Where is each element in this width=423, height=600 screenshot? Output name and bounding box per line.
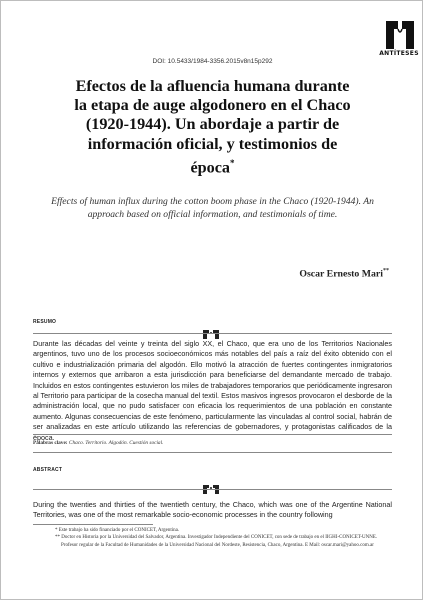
- divider: [33, 452, 392, 453]
- divider: [33, 333, 392, 334]
- resumo-text: Durante las décadas del veinte y treinta del siglo XX, el Chaco, que era uno de los Territorios Nacionales argentinos, tuvo uno de los procesos socioeconómicos más notables del país a raíz del éxito obtenido con el cultivo e industrialización primaria del algodón. Ello motivó la atracción de fuertes contingentes inmigratorios internos y externos que arribaron a esta jurisdicción para beneficiarse del demandante mercado de trabajo. Incluidos en estos contingentes estuvieron los miles de trabajadores temporarios que periódicamente ingresaron al Territorio para participar de la cosecha manual del textil. Estos masivos ingresos provocaron el desborde de la administración local, que no pudo satisfacer con eficacia los requerimientos de una población en constante aumento. Algunas consecuencias de este fenómeno, particularmente las vinculadas al control social, habrán de ser analizadas en este artículo utilizando las referencias de gobernadores, y protagonistas calificados de la época.: [33, 339, 392, 442]
- author-footnote-mark[interactable]: **: [383, 268, 389, 274]
- keywords: [33, 440, 392, 446]
- author-name: Oscar Ernesto Mari: [299, 268, 383, 280]
- title-line: información oficial, y testimonios de: [87, 134, 338, 153]
- divider: [33, 489, 392, 490]
- footnote: * Este trabajo ha sido financiado por el CONICET, Argentina.: [55, 528, 180, 533]
- title-line: la etapa de auge algodonero en el Chaco: [74, 96, 351, 115]
- author: [299, 268, 389, 279]
- title-footnote-mark[interactable]: *: [230, 157, 235, 168]
- doi[interactable]: DOI: 10.5433/1984-3356.2015v8n15p292: [152, 58, 273, 65]
- keywords-label: Palabras clave:: [33, 440, 68, 446]
- journal-name: ANTÍTESES: [379, 50, 419, 57]
- footnotes: [55, 527, 385, 549]
- divider: [33, 434, 392, 435]
- article-title: [31, 77, 394, 177]
- keywords-text: Chaco. Territorio. Algodón. Cuestión social.: [68, 440, 164, 446]
- title-line: época: [190, 158, 231, 177]
- english-title: Effects of human influx during the cotton boom phase in the Chaco (1920-1944). An approach based on official information, and testimonials of time.: [51, 196, 374, 220]
- abstract-text: During the twenties and thirties of the twentieth century, the Chaco, which was one of the Argentine National Territories, was one of the most remarkable socio-economic processes in the country following: [33, 500, 392, 520]
- title-line: Efectos de la afluencia humana durante: [75, 77, 350, 95]
- title-line: (1920-1944). Un abordaje a partir de: [85, 115, 340, 134]
- footnote-rule: [33, 524, 153, 525]
- resumo-heading: RESUMO: [33, 319, 57, 325]
- footnote: ** Doctor en Historia por la Universidad del Salvador, Argentina. Investigador Independiente del CONICET, con sede de trabajo en el IIGHI-CONICET-UNNE. Profesor regular de la Facultad de Humanidades de la Universidad Nacional del Nordeste, Resistencia, Chaco, Argentina. E Mail: oscar.mari@yahoo.com.ar: [55, 535, 378, 548]
- antiteses-logo-icon: [385, 19, 415, 51]
- abstract-heading: ABSTRACT: [33, 467, 63, 473]
